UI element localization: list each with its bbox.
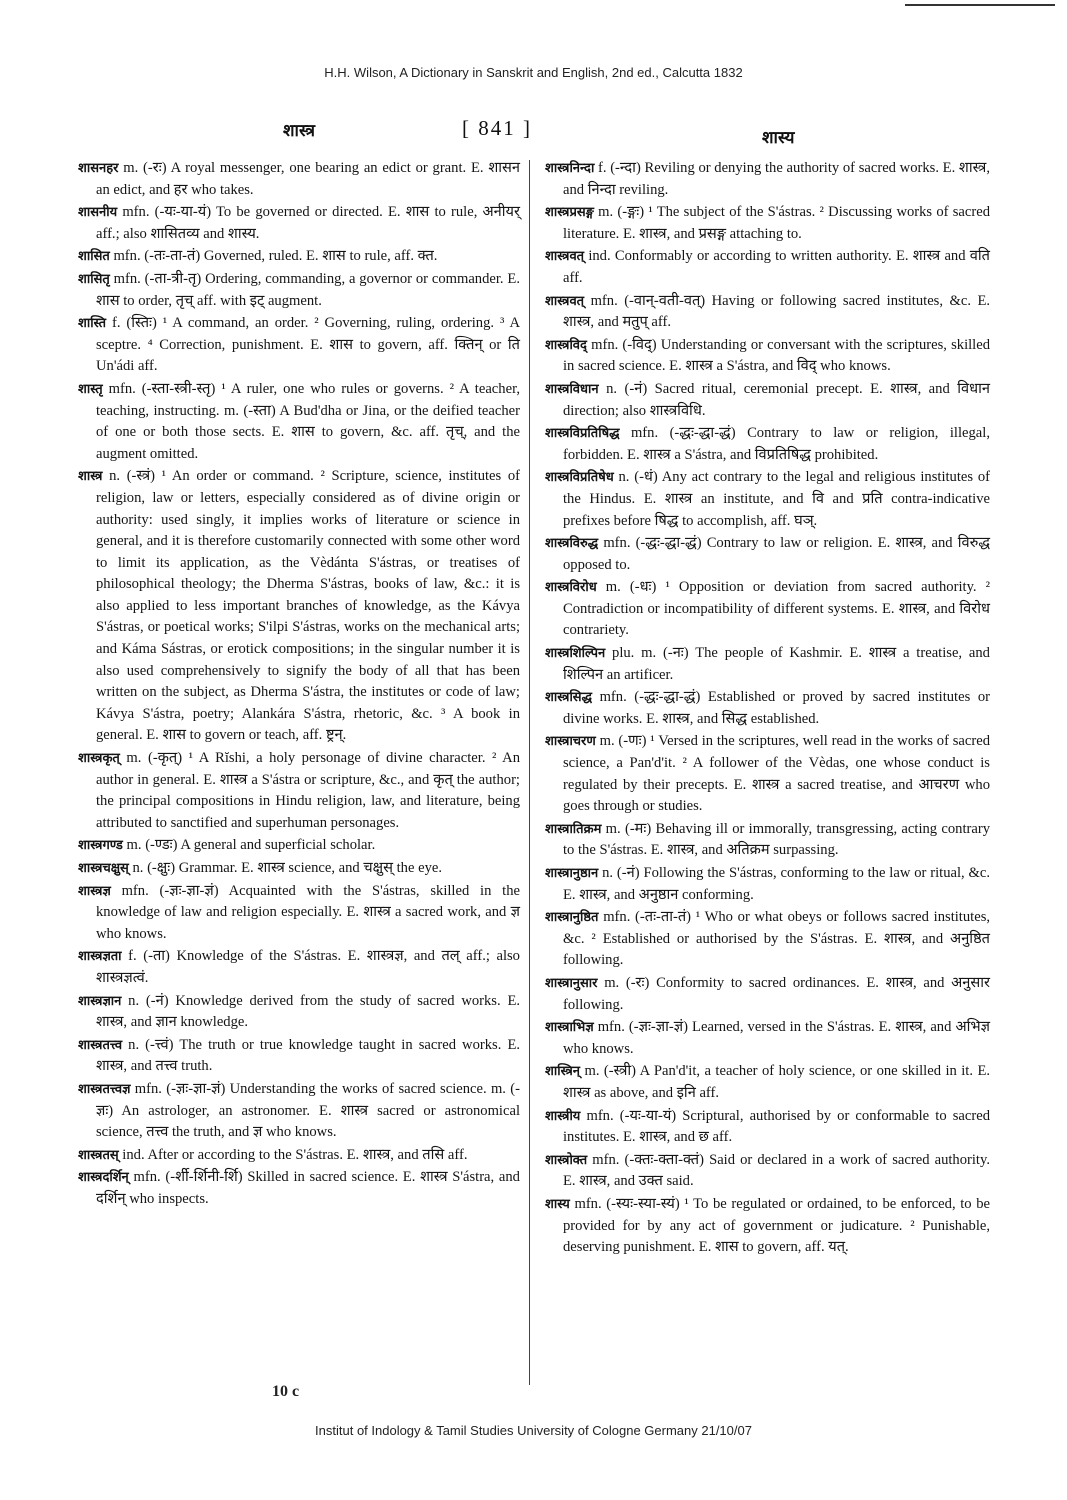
dictionary-entry [545,1061,990,1104]
entry-definition: The people of Kashmir. E. शास्त्र a treatise, and शिल्पिन an artificer. [563,645,990,683]
entry-headword: शास्त्रातिक्रम [545,821,602,837]
entry-headword: शास्त्रानुष्ठित [545,910,599,926]
dictionary-entry [545,467,990,532]
entry-definition: Understanding the works of sacred science. m. (-ज्ञः) An astrologer, an astronomer. E. शास्त्र sacred or astronomical science, तत्त्व the truth, and ज्ञ who knows. [96,1080,520,1141]
entry-definition: Said or declared in a work of sacred authority. E. शास्त्र, and उक्त said. [563,1151,990,1190]
running-head-right: शास्य [762,128,795,148]
entry-grammar: f. (-ता) [128,948,170,965]
dictionary-entry [78,748,520,834]
entry-definition: Grammar. E. शास्त्र science, and चक्षुस् the eye. [178,860,443,876]
entry-definition: Understanding or conversant with the scriptures, skilled in sacred science. E. शास्त्र a S'ástra, and विद् who knows. [563,336,991,375]
entry-definition: The truth or true knowledge taught in sacred works. E. शास्त्र, and तत्त्व truth. [96,1036,521,1075]
signature-mark: 10 c [272,1383,300,1400]
dictionary-entry [545,819,990,862]
entry-definition: Ordering, commanding, a governor or commander. E. शास to order, तृच् aff. with इट् augment. [96,270,520,309]
dictionary-entry [545,1150,990,1193]
dictionary-entry [78,466,520,747]
entry-headword: शास्त्रगण्ड [78,838,123,854]
dictionary-entry [545,731,990,817]
dictionary-entry [78,158,520,201]
entry-definition: Having or following sacred institutes, &c. E. शास्त्र, and मतुप् aff. [563,292,991,331]
entry-grammar: m. (-ङ्गः) [598,204,645,221]
entry-headword: शास्त्रकृत् [78,751,120,767]
entry-headword: शासित [78,249,110,265]
running-head-left: शास्त्र [283,121,315,141]
entry-headword: शास्त्रशिल्पिन [545,646,606,662]
dictionary-entry [78,835,520,857]
entry-headword: शास्त्राचरण [545,734,596,750]
entry-headword: शास्त्रविद् [545,337,587,353]
entry-grammar: plu. m. (-नः) [612,645,689,662]
entry-definition: Learned, versed in the S'ástras. E. शास्त्र, and अभिज्ञ who knows. [563,1019,990,1057]
entry-grammar: m. (-रः) [604,974,650,991]
dictionary-entry [545,1017,990,1060]
entry-grammar: mfn. (-र्शी-र्शिनी-र्शि) [133,1169,243,1186]
entry-grammar: m. (-मः) [605,820,652,837]
entry-grammar: ind. [588,248,611,265]
entry-definition: ¹ Who or what obeys or follows sacred institutes, &c. ² Established or authorised by the S'ástras. E. शास्त्र, and अनुष्ठित following. [563,909,991,969]
entry-headword: शास्त्रज्ञान [78,993,122,1009]
dictionary-entry [78,1079,520,1144]
entry-definition: A general and superficial scholar. [180,837,376,854]
entry-headword: शास्त्रवत् [545,249,585,265]
entry-headword: शास्त्रानुष्ठान [545,866,599,881]
entry-headword: शास्त्रोक्त [545,1152,588,1168]
entry-definition: Governed, ruled. E. शास to rule, aff. क्त. [203,248,438,265]
dictionary-entry [78,379,520,465]
entry-grammar: mfn. (-स्ता-स्त्री-स्तृ) [108,380,216,397]
entry-grammar: mfn. (-ज्ञः-ज्ञा-ज्ञं) [597,1019,688,1036]
entry-headword: शास्त्रतस् [78,1147,119,1163]
entry-headword: शास्त्रज्ञता [78,949,122,965]
entry-grammar: mfn. (-द्धः-द्धा-द्धं) [630,425,736,442]
entry-grammar: f. (स्तिः) [111,315,157,332]
entry-headword: शास्त्रवत् [545,293,585,309]
entry-grammar: mfn. (-विद्) [591,336,657,353]
entry-headword: शास्त्रविप्रतिषेध [545,470,614,486]
entry-definition: Contrary to law or religion, illegal, forbidden. E. शास्त्र a S'ástra, and विप्रतिषिद्ध prohibited. [563,425,990,463]
entry-grammar: m. (-धः) [605,579,657,596]
top-edge-rule [905,4,1055,6]
entry-definition: ¹ To be regulated or ordained, to be enforced, to be provided for by any act of government or judicature. ² Punishable, deserving punishment. E. शास to govern, aff. यत्. [563,1195,991,1256]
entry-grammar: mfn. (-क्तः-क्ता-क्तं) [592,1151,704,1168]
entry-grammar: mfn. (-यः-या-यं) [586,1107,677,1124]
entry-grammar: n. (-स्त्रं) [109,468,156,485]
dictionary-entry [78,1145,520,1167]
entry-definition: ¹ Versed in the scriptures, well read in the works of sacred science, a Pan'd'it. ² A follower of the Vèdas, one whose conduct is regulated by their precepts. E. शास्त्र a sacred treatise, and आचरण who goes through or studies. [563,733,991,815]
entry-definition: ¹ A Rĭshi, a holy personage of divine character. ² An author in general. E. शास्त्र a S'ástra or scripture, &c., and कृत् the author; the principal compositions in Hindu religion, law, and literature, being attributed to sanctified and superhuman personages. [96,750,520,831]
entry-headword: शास्त्रानुसार [545,975,598,991]
entry-headword: शास्ति [78,316,107,332]
dictionary-entry [78,246,520,268]
entry-grammar: n. (-धं) [618,469,658,486]
dictionary-entry [78,991,520,1034]
dictionary-entry [545,577,990,642]
dictionary-entry [78,881,520,946]
left-column [78,158,520,1212]
dictionary-entry [545,973,990,1016]
entry-definition: Established or proved by sacred institutes or divine works. E. शास्त्र, and सिद्ध established. [563,689,990,727]
dictionary-entry [78,313,520,378]
entry-grammar: mfn. (-स्यः-स्या-स्यं) [574,1195,680,1212]
dictionary-entry [545,907,990,972]
entry-grammar: mfn. (-यः-या-यं) [122,204,212,221]
entry-definition: A royal messenger, one bearing an edict or grant. E. शासन an edict, and हर who takes. [96,160,521,198]
entry-definition: Contrary to law or religion. E. शास्त्र, and विरुद्ध opposed to. [563,535,990,573]
entry-headword: शास्त्राभिज्ञ [545,1020,594,1036]
entry-headword: शासितृ [78,271,110,287]
entry-definition: Scriptural, authorised by or conformable to sacred institutes. E. शास्त्र, and छ aff. [563,1107,990,1146]
entry-definition: ¹ A ruler, one who rules or governs. ² A teacher, teaching, instructing. m. (-स्ता) A Bud'dha or Jina, or the deified teacher of one or both those sects. E. शास to govern, &c. aff. तृच्, and the augment omitted. [96,380,520,462]
entry-definition: After or according to the S'ástras. E. शास्त्र, and तसि aff. [147,1146,468,1163]
dictionary-entry [545,863,990,906]
right-column [545,158,990,1260]
footer-credit: Institut of Indology & Tamil Studies University of Cologne Germany 21/10/07 [315,1423,752,1438]
dictionary-entry [545,379,990,422]
dictionary-entry [545,643,990,686]
entry-headword: शास्त्रिन् [545,1064,581,1080]
entry-definition: ¹ Opposition or deviation from sacred authority. ² Contradiction or incompatibility of different systems. E. शास्त्र, and विरोध contrariety. [563,579,991,639]
dictionary-entry [78,858,520,880]
dictionary-entry [78,1167,520,1210]
entry-grammar: mfn. (-द्धः-द्धा-द्धं) [599,689,701,706]
dictionary-entry [78,202,520,245]
entry-headword: शास्त्रविरोध [545,580,597,596]
entry-grammar: n. (-नं) [606,380,648,397]
entry-grammar: mfn. (-तः-ता-तं) [113,248,201,265]
entry-grammar: mfn. (-ता-त्री-तृ) [113,270,202,287]
column-divider [529,160,530,1385]
entry-grammar: mfn. (-द्धः-द्धा-द्धं) [603,535,702,552]
entry-definition: Knowledge derived from the study of sacred works. E. शास्त्र, and ज्ञान knowledge. [96,992,521,1031]
entry-grammar: ind. [122,1146,145,1163]
entry-headword: शास्त्रतत्त्वज्ञ [78,1081,131,1097]
entry-headword: शास्त्रदर्शिन् [78,1170,129,1186]
entry-definition: ¹ The subject of the S'ástras. ² Discussing works of sacred literature. E. शास्त्र, and प्रसङ्ग attaching to. [563,204,991,242]
entry-headword: शास्त्रज्ञ [78,883,111,899]
entry-grammar: n. (-नं) [602,865,640,881]
entry-definition: ¹ An order or command. ² Scripture, science, institutes of religion, law or letters, especially considered as of divine origin or authority: used singly, it implies works of literature or science in general, and it is therefore customarily connected with some other word to limit its application, as the Vèdánta S'ástras, or treatises of philosophical theology; the Dherma S'ástras, books of law, &c.: it is also applied to less important branches of knowledge, as the Kávya S'ástras, or poetical works; S'ilpi S'ástras, works on the mechanical arts; and Káma Sástras, or erotick compositions; in the singular number it is also used comprehensively to signify the body of all that has been written on the subject, as Dherma S'ástra, the institutes or code of law; Kávya S'ástra, poetry; Alankára S'ástra, rhetoric, &c. ³ A book in general. E. शास to govern or teach, aff. ष्ट्रन्. [96,468,521,744]
entry-headword: शास्त्रविप्रतिषिद्ध [545,426,620,442]
entry-grammar: mfn. (-तः-ता-तं) [603,909,692,926]
dictionary-entry [545,1106,990,1149]
entry-headword: शास्त्रचक्षुस् [78,861,129,876]
entry-grammar: m. (-कृत्) [126,750,183,767]
entry-definition: A Pan'd'it, a teacher of holy science, or one skilled in it. E. शास्त्र as above, and इनि aff. [563,1063,991,1101]
entry-headword: शास्त्रीय [545,1108,581,1124]
entry-grammar: mfn. (-ज्ञः-ज्ञा-ज्ञं) [121,882,219,899]
entry-definition: Knowledge of the S'ástras. E. शास्त्रज्ञ, and तल् aff.; also शास्त्रज्ञत्वं. [96,948,520,986]
entry-definition: Any act contrary to the legal and religious institutes of the Hindus. E. शास्त्र an institute, and वि and प्रति contra-indicative prefixes before षिद्ध to accomplish, aff. घञ्. [563,469,990,529]
entry-definition: Conformity to sacred ordinances. E. शास्त्र, and अनुसार following. [563,974,990,1013]
entry-definition: ¹ A command, an order. ² Governing, ruling, ordering. ³ A sceptre. ⁴ Correction, punishment. E. शास to govern, aff. क्तिन् or ति Un'ádi aff. [96,315,520,375]
entry-grammar: n. (-नं) [128,992,169,1009]
dictionary-entry [545,423,990,466]
dictionary-entry [78,1035,520,1078]
entry-definition: Skilled in sacred science. E. शास्त्र S'ástra, and दर्शिन् who inspects. [96,1169,520,1207]
entry-definition: Behaving ill or immorally, transgressing, acting contrary to the S'ástras. E. शास्त्र, and अतिक्रम surpassing. [563,820,991,859]
entry-headword: शास्त्रतत्त्व [78,1037,123,1053]
entry-grammar: m. (-ण्डः) [126,837,178,854]
entry-headword: शास्य [545,1196,570,1212]
entry-grammar: n. (-क्षुः) [132,860,176,876]
entry-definition: Reviling or denying the authority of sacred works. E. शास्त्र, and निन्दा reviling. [563,160,990,198]
entry-grammar: f. (-न्दा) [598,160,641,176]
entry-definition: To be governed or directed. E. शास to rule, अनीयर् aff.; also शासितव्य and शास्य. [96,204,520,242]
dictionary-entry [545,158,990,201]
dictionary-entry [545,202,990,245]
dictionary-entry [545,1194,990,1259]
entry-grammar: m. (-रः) [123,160,167,176]
entry-grammar: m. (-स्त्री) [584,1063,637,1080]
entry-grammar: m. (-णः) [599,733,647,750]
page-number: [ 841 ] [462,116,532,140]
entry-headword: शास्त्रनिन्दा [545,161,595,176]
entry-headword: शास्त्रप्रसङ्ग [545,205,594,221]
dictionary-entry [78,269,520,312]
source-header: H.H. Wilson, A Dictionary in Sanskrit and English, 2nd ed., Calcutta 1832 [324,65,743,80]
entry-definition: Following the S'ástras, conforming to the law or ritual, &c. E. शास्त्र, and अनुष्ठान conforming. [563,865,990,903]
entry-grammar: mfn. (-वान्-वती-वत्) [590,292,706,309]
dictionary-entry [545,533,990,576]
dictionary-entry [78,946,520,989]
entry-headword: शास्त्रविरुद्ध [545,536,599,552]
entry-headword: शास्त्रसिद्ध [545,690,592,706]
dictionary-entry [545,246,990,289]
entry-definition: Sacred ritual, ceremonial precept. E. शास्त्र, and विधान direction; also शास्त्रविधि. [563,380,990,419]
entry-grammar: mfn. (-ज्ञः-ज्ञा-ज्ञं) [134,1080,226,1097]
dictionary-entry [545,291,990,334]
entry-definition: Acquainted with the S'ástras, skilled in the knowledge of law and religion especially. E. शास्त्र a sacred work, and ज्ञ who knows. [96,882,520,942]
dictionary-entry [545,335,990,378]
entry-headword: शास्त्र [78,469,103,485]
entry-definition: Conformably or according to written authority. E. शास्त्र and वति aff. [563,248,990,286]
entry-headword: शास्त्रविधान [545,381,599,397]
entry-headword: शासनीय [78,205,118,221]
entry-headword: शास्तृ [78,381,103,397]
entry-headword: शासनहर [78,161,119,176]
dictionary-entry [545,687,990,730]
entry-grammar: n. (-त्त्वं) [128,1036,174,1053]
